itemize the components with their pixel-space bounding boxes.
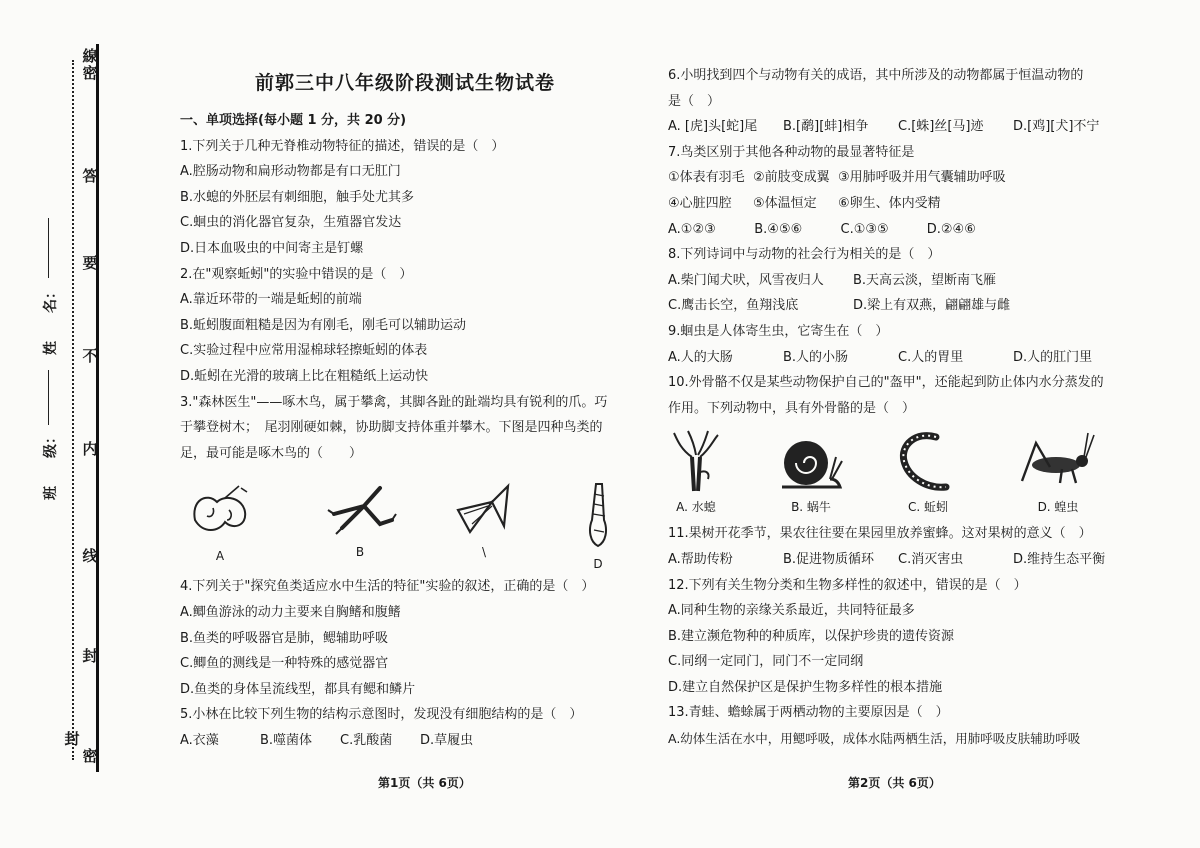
- item-6: ⑥卵生、体内受精: [838, 195, 941, 211]
- option-a: A.衣藻: [180, 732, 219, 748]
- option-c: C.①③⑤: [840, 221, 889, 237]
- option-b: B.天高云淡，望断南飞雁: [853, 272, 997, 288]
- question-2: [180, 262, 630, 390]
- option-d: D.草履虫: [420, 732, 474, 748]
- dotted-seal-line: [72, 60, 74, 760]
- exam-title: 前郭三中八年级阶段测试生物试卷: [254, 72, 555, 94]
- fig-label-a: A: [215, 549, 225, 564]
- option-b: B.[鹬][蚌]相争: [783, 119, 869, 135]
- option-c: C.人的胃里: [898, 349, 964, 365]
- option-a: A.幼体生活在水中，用鳃呼吸，成体水陆两栖生活，用肺呼吸皮肤辅助呼吸: [668, 731, 1081, 747]
- bird-foot-b-icon: [320, 480, 400, 540]
- right-column: [668, 63, 1128, 752]
- seal-char-bottom-1: 密: [82, 747, 98, 765]
- question-stem: 2.在"观察蚯蚓"的实验中错误的是（ ）: [180, 266, 413, 282]
- option-c: C.鹰击长空，鱼翔浅底: [668, 298, 799, 314]
- options-row-1: [668, 268, 1128, 294]
- question-stem: 8.下列诗词中与动物的社会行为相关的是（ ）: [668, 247, 941, 263]
- question-stem-line3: 足，最可能是啄木鸟的（ ）: [180, 445, 363, 461]
- option-d: D.人的肛门里: [1013, 349, 1093, 365]
- animal-figures: [668, 429, 1128, 517]
- seal-char-bottom-2: 封: [64, 730, 80, 748]
- question-stem: 13.青蛙、蟾蜍属于两栖动物的主要原因是（ ）: [668, 705, 949, 721]
- option-d: D.梁上有双燕，翩翩雄与雌: [853, 298, 1011, 314]
- fig-label-b: B: [355, 545, 365, 560]
- animal-earthworm: [896, 429, 960, 521]
- fig-label-snail: B. 蜗牛: [791, 500, 831, 515]
- option-d: D.日本血吸虫的中间寄主是钉螺: [180, 240, 364, 256]
- bird-foot-d-icon: [578, 480, 618, 552]
- question-4: [180, 574, 630, 702]
- locust-icon: [1016, 429, 1100, 495]
- question-stem-line1: 6.小明找到四个与动物有关的成语，其中所涉及的动物都属于恒温动物的: [668, 68, 1084, 83]
- seal-char-6: 封: [82, 647, 98, 665]
- option-c: C.[蛛]丝[马]迹: [898, 119, 984, 135]
- option-d: D.鱼类的身体呈流线型，都具有鳃和鳞片: [180, 681, 416, 697]
- animal-snail: [776, 429, 846, 521]
- question-10: [668, 370, 1128, 517]
- options-row-2: [668, 293, 1128, 319]
- option-b: B.噬菌体: [260, 732, 313, 748]
- seal-char-5: 线: [82, 547, 98, 565]
- option-c: C.乳酸菌: [340, 732, 393, 748]
- question-6: [668, 63, 1128, 140]
- fig-label-locust: D. 蝗虫: [1037, 500, 1079, 515]
- option-a: A.帮助传粉: [668, 551, 733, 567]
- earthworm-icon: [896, 429, 960, 495]
- question-stem-line2: 于攀登树木； 尾羽刚硬如棘，协助脚支持体重并攀木。下图是四种鸟类的: [180, 420, 603, 436]
- question-stem: 4.下列关于"探究鱼类适应水中生活的特征"实验的叙述，正确的是（ ）: [180, 579, 595, 595]
- option-d: D.②④⑥: [926, 221, 976, 237]
- bird-foot-a: [185, 480, 255, 570]
- class-label: 班 级：: [43, 430, 59, 500]
- question-stem-line2: 作用。下列动物中，具有外骨骼的是（ ）: [668, 400, 916, 416]
- fig-label-d: D: [593, 557, 603, 572]
- option-b: B.水螅的外胚层有刺细胞，触手处尤其多: [180, 189, 415, 205]
- question-stem-line1: 10.外骨骼不仅是某些动物保护自己的"盔甲"，还能起到防止体内水分蒸发的: [668, 375, 1104, 391]
- option-d: D.[鸡][犬]不宁: [1013, 119, 1100, 135]
- seal-char-4: 内: [82, 440, 98, 458]
- question-13: [668, 700, 1128, 751]
- options-row: [668, 547, 1128, 573]
- question-3: [180, 390, 630, 571]
- options-row: [180, 728, 500, 754]
- left-column: [180, 108, 630, 753]
- class-fill-line[interactable]: [48, 370, 49, 425]
- option-b: B.促进物质循环: [783, 551, 875, 567]
- question-stem-line2: 是（ ）: [668, 93, 721, 109]
- fig-label-earthworm: C. 蚯蚓: [907, 500, 948, 515]
- option-c: C.实验过程中应常用湿棉球轻擦蚯蚓的体表: [180, 343, 428, 359]
- option-a: A.鲫鱼游泳的动力主要来自胸鳍和腹鳍: [180, 604, 401, 620]
- item-1: ①体表有羽毛: [668, 170, 745, 186]
- bird-foot-c: [448, 480, 520, 566]
- option-c: C.消灭害虫: [898, 551, 964, 567]
- fig-label-c: \: [481, 545, 487, 560]
- items-row-1: [668, 165, 1128, 191]
- options-row: [668, 345, 1128, 371]
- question-stem: 1.下列关于几种无脊椎动物特征的描述，错误的是（ ）: [180, 138, 505, 154]
- fig-label-hydra: A. 水螅: [676, 500, 716, 515]
- option-c: C.同纲一定同门，同门不一定同纲: [668, 654, 864, 670]
- option-a: A. [虎]头[蛇]尾: [668, 119, 758, 135]
- question-stem: 9.蛔虫是人体寄生虫，它寄生在（ ）: [668, 323, 889, 339]
- name-fill-line[interactable]: [48, 218, 49, 278]
- option-c: C.蛔虫的消化器官复杂，生殖器官发达: [180, 215, 402, 231]
- option-b: B.建立濒危物种的种质库，以保护珍贵的遗传资源: [668, 628, 955, 644]
- question-7: [668, 140, 1128, 242]
- item-4: ④心脏四腔: [668, 195, 732, 211]
- item-3: ③用肺呼吸并用气囊辅助呼吸: [838, 170, 1006, 186]
- option-b: B.④⑤⑥: [754, 221, 803, 237]
- name-label: 姓 名：: [43, 285, 59, 355]
- option-c: C.鲫鱼的测线是一种特殊的感觉器官: [180, 656, 389, 672]
- options-row: [668, 217, 1013, 243]
- question-1: [180, 134, 630, 262]
- option-a: A.靠近环带的一端是蚯蚓的前端: [180, 292, 362, 308]
- page-footer-left: 第1页（共 6页）: [378, 776, 471, 790]
- bird-foot-d: [578, 480, 618, 578]
- option-d: D.蚯蚓在光滑的玻璃上比在粗糙纸上运动快: [180, 368, 429, 384]
- snail-icon: [776, 429, 846, 495]
- question-11: [668, 521, 1128, 572]
- option-b: B.人的小肠: [783, 349, 849, 365]
- animal-locust: [1016, 429, 1100, 521]
- item-2: ②前肢变成翼: [753, 170, 830, 186]
- items-row-2: [668, 191, 1128, 217]
- item-5: ⑤体温恒定: [753, 195, 817, 211]
- seal-char-2: 要: [82, 254, 98, 272]
- question-5: [180, 702, 630, 753]
- option-a: A.①②③: [668, 221, 716, 237]
- seal-char-top: 線: [82, 47, 98, 65]
- seal-char-1: 答: [82, 167, 98, 185]
- question-stem-line1: 3."森林医生"——啄木鸟，属于攀禽，其脚各趾的趾端均具有锐利的爪。巧: [180, 394, 608, 410]
- question-9: [668, 319, 1128, 370]
- seal-char-3: 不: [82, 347, 98, 365]
- option-b: B.蚯蚓腹面粗糙是因为有刚毛，刚毛可以辅助运动: [180, 317, 467, 333]
- bird-foot-c-icon: [448, 480, 520, 540]
- option-a: A.柴门闻犬吠，风雪夜归人: [668, 272, 824, 288]
- bird-foot-b: [320, 480, 400, 566]
- page-footer-right: 第2页（共 6页）: [848, 776, 941, 790]
- option-b: B.鱼类的呼吸器官是肺，鳃辅助呼吸: [180, 630, 389, 646]
- option-d: D.建立自然保护区是保护生物多样性的根本措施: [668, 679, 943, 695]
- question-stem: 7.鸟类区别于其他各种动物的最显著特征是: [668, 144, 915, 160]
- seal-char-top2: 密: [82, 64, 98, 82]
- bird-foot-a-icon: [185, 480, 255, 544]
- bird-feet-figures: [180, 480, 630, 570]
- question-stem: 11.果树开花季节，果农往往要在果园里放养蜜蜂。这对果树的意义（ ）: [668, 526, 1092, 542]
- question-8: [668, 242, 1128, 319]
- option-d: D.维持生态平衡: [1013, 551, 1106, 567]
- animal-hydra: [670, 429, 722, 521]
- section-heading: 一、单项选择(每小题 1 分，共 20 分): [180, 113, 407, 128]
- question-12: [668, 573, 1128, 701]
- option-a: A.同种生物的亲缘关系最近，共同特征最多: [668, 603, 915, 619]
- options-row: [668, 114, 1128, 140]
- option-a: A.腔肠动物和扁形动物都是有口无肛门: [180, 164, 401, 180]
- hydra-icon: [670, 429, 722, 495]
- question-stem: 5.小林在比较下列生物的结构示意图时，发现没有细胞结构的是（ ）: [180, 707, 583, 723]
- question-stem: 12.下列有关生物分类和生物多样性的叙述中，错误的是（ ）: [668, 577, 1027, 593]
- option-a: A.人的大肠: [668, 349, 733, 365]
